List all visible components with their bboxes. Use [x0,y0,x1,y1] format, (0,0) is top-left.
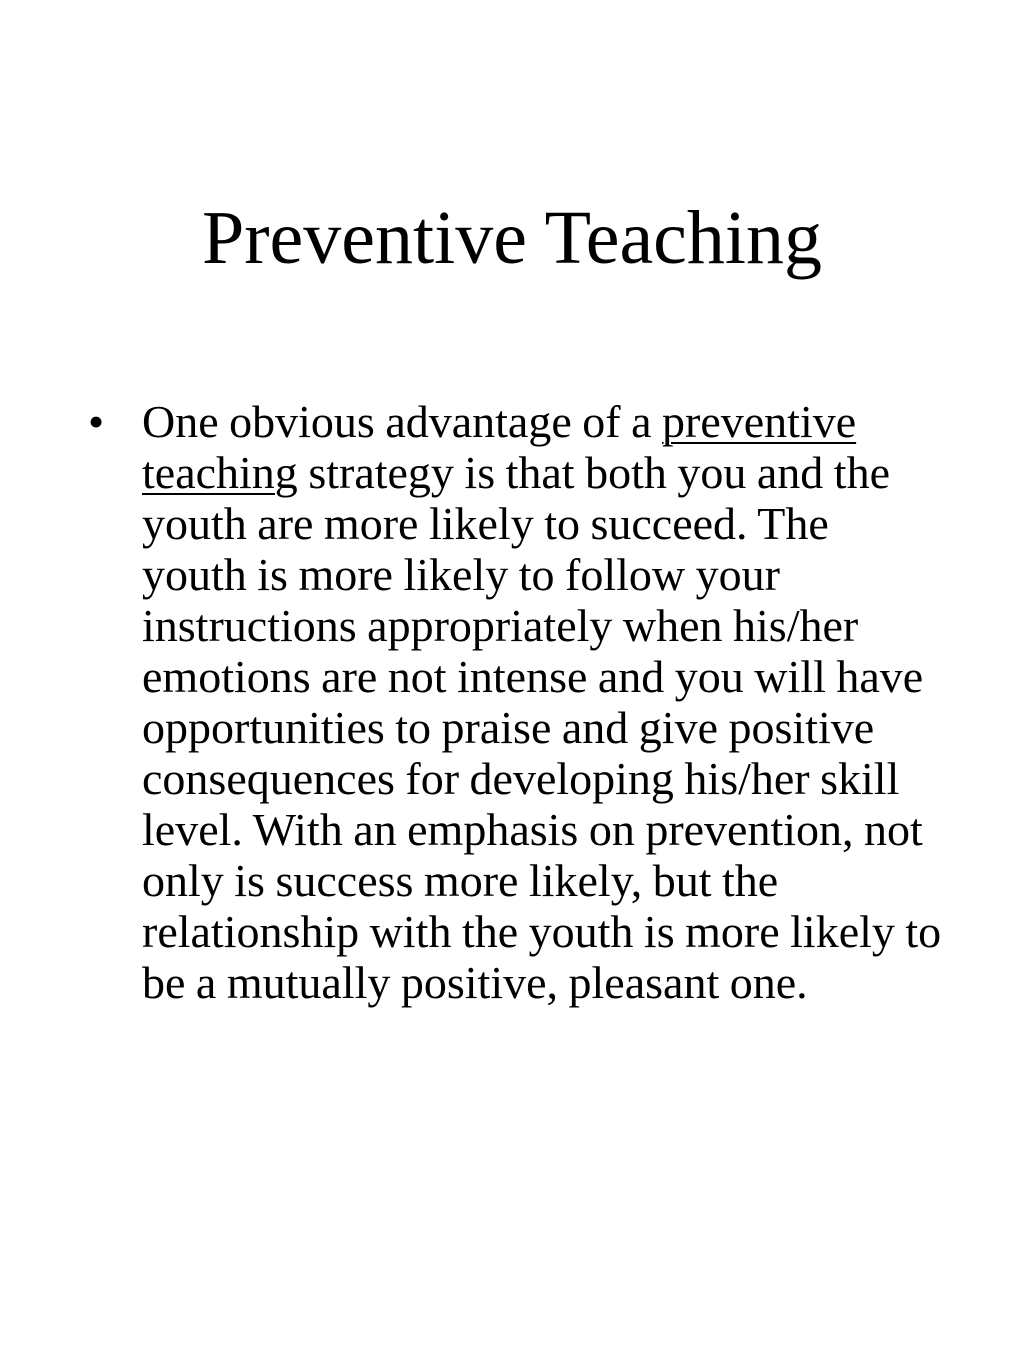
underlined-term: preventive teaching [142,396,857,498]
bullet-icon: • [88,396,105,447]
bullet-item [88,396,948,1008]
bullet-text-rest: strategy is that both you and the youth are more likely to succeed. The youth is more likely to follow your instructions appropriately when his/her emotions are not intense and you will have opportunities to praise and give positive consequences for developing his/her skill level. With an emphasis on prevention, not only is success more likely, but the relationship with the youth is more likely to be a mutually positive, pleasant one. [142,447,942,1008]
bullet-list [88,396,948,1008]
bullet-text-lead: One obvious advantage of a [142,396,663,447]
slide-title: Preventive Teaching [201,196,823,280]
bullet-text [142,396,942,1008]
